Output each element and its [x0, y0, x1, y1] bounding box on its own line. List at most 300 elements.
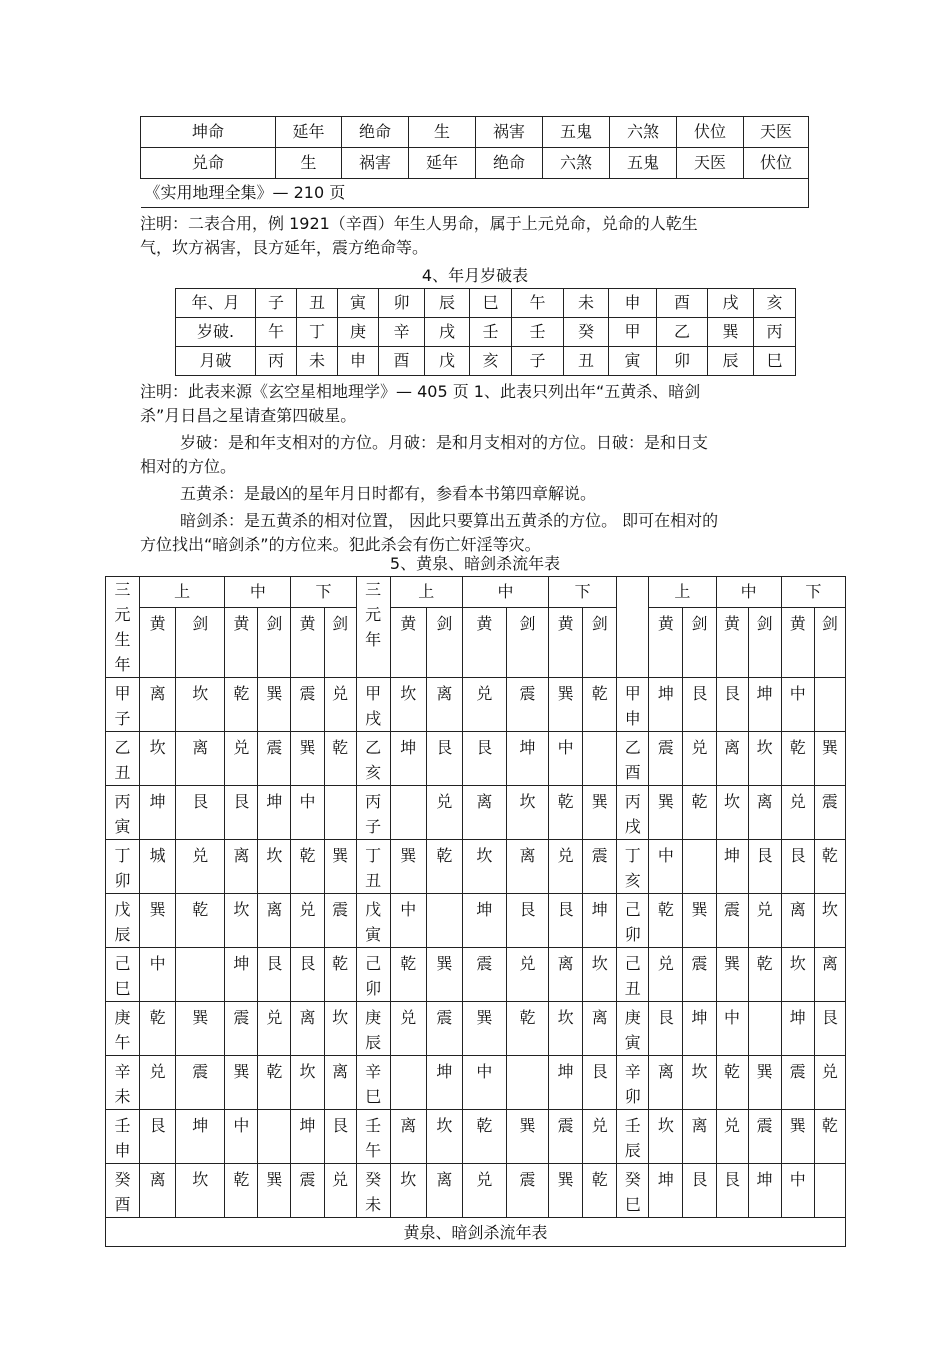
direction-cell: 坎 — [390, 678, 426, 732]
direction-cell — [390, 786, 426, 840]
header-cell: 子 — [256, 289, 297, 318]
group-header: 下 — [549, 577, 617, 608]
direction-cell: 乾 — [814, 840, 845, 894]
direction-cell: 艮 — [291, 948, 324, 1002]
table-cell: 庚 — [338, 318, 379, 347]
table-cell: 伏位 — [744, 148, 809, 179]
direction-cell: 震 — [716, 894, 748, 948]
direction-cell: 艮 — [683, 678, 716, 732]
para-line-1: 注明：此表来源《玄空星相地理学》— 405 页 1、此表只列出年“五黄杀、暗剑 — [140, 382, 701, 401]
year-char: 癸 — [624, 1170, 641, 1189]
direction-cell: 艮 — [549, 894, 583, 948]
direction-cell — [506, 1056, 548, 1110]
direction-cell: 兑 — [225, 732, 258, 786]
year-char: 庚 — [365, 1008, 382, 1027]
year-char: 己 — [365, 954, 382, 973]
direction-cell — [176, 948, 225, 1002]
direction-cell: 震 — [583, 840, 617, 894]
table-cell: 天医 — [744, 117, 809, 148]
direction-cell: 坤 — [426, 1056, 462, 1110]
table-cell: 辰 — [708, 347, 754, 376]
direction-cell: 离 — [140, 1164, 176, 1218]
direction-cell: 震 — [649, 732, 683, 786]
year-char: 己 — [114, 954, 131, 973]
table-cell: 申 — [338, 347, 379, 376]
header-cell: 丑 — [297, 289, 338, 318]
year-char: 卯 — [365, 979, 382, 998]
table-cell: 天医 — [677, 148, 744, 179]
ming-label-cell: 坤命 — [141, 117, 276, 148]
direction-cell: 巽 — [549, 678, 583, 732]
direction-cell: 巽 — [258, 678, 291, 732]
header-cell: 午 — [512, 289, 564, 318]
label-char: 生 — [114, 630, 131, 649]
year-cell — [106, 894, 140, 948]
direction-cell: 兑 — [176, 840, 225, 894]
year-cell — [356, 1002, 390, 1056]
year-cell — [106, 786, 140, 840]
table-cell: 壬 — [512, 318, 564, 347]
direction-cell: 兑 — [291, 894, 324, 948]
section-4-title: 4、年月岁破表 — [421, 266, 529, 285]
table-cell: 壬 — [470, 318, 512, 347]
direction-cell: 艮 — [683, 1164, 716, 1218]
direction-cell: 坤 — [225, 948, 258, 1002]
year-cell — [617, 732, 649, 786]
year-char: 癸 — [365, 1170, 382, 1189]
header-cell: 酉 — [657, 289, 708, 318]
yuan-label-3-empty — [617, 577, 649, 678]
table-cell: 丑 — [564, 347, 609, 376]
table-cell: 六煞 — [543, 148, 610, 179]
year-char: 丙 — [114, 792, 131, 811]
huang-header: 黄 — [716, 607, 748, 677]
direction-cell: 乾 — [324, 948, 356, 1002]
year-char: 辛 — [114, 1062, 131, 1081]
direction-cell: 坎 — [462, 840, 506, 894]
year-char: 甲 — [365, 684, 382, 703]
label-char: 元 — [365, 605, 382, 624]
direction-cell: 乾 — [324, 732, 356, 786]
direction-cell: 离 — [748, 786, 781, 840]
para-line-2: 杀”月日昌之星请查第四破星。 — [140, 406, 357, 425]
yuan-label-1 — [106, 577, 140, 678]
direction-cell: 兑 — [583, 1110, 617, 1164]
row-label-cell: 岁破. — [176, 318, 256, 347]
direction-cell: 震 — [176, 1056, 225, 1110]
table-cell: 绝命 — [342, 117, 409, 148]
jian-header: 剑 — [506, 607, 548, 677]
label-char: 三 — [365, 580, 382, 599]
direction-cell: 坎 — [781, 948, 814, 1002]
direction-cell: 乾 — [426, 840, 462, 894]
year-char: 庚 — [624, 1008, 641, 1027]
direction-cell: 巽 — [781, 1110, 814, 1164]
year-char: 己 — [624, 900, 641, 919]
table-row — [106, 1056, 846, 1110]
header-cell: 未 — [564, 289, 609, 318]
table-row — [106, 840, 846, 894]
direction-cell: 坤 — [748, 678, 781, 732]
direction-cell: 乾 — [583, 1164, 617, 1218]
jian-header: 剑 — [324, 607, 356, 677]
ming-gua-table — [140, 116, 809, 208]
group-header: 下 — [291, 577, 356, 608]
year-char: 子 — [365, 817, 382, 836]
direction-cell: 离 — [683, 1110, 716, 1164]
table-cell: 辛 — [379, 318, 425, 347]
direction-cell: 离 — [814, 948, 845, 1002]
direction-cell: 坎 — [390, 1164, 426, 1218]
direction-cell: 坎 — [748, 732, 781, 786]
year-char: 丑 — [624, 979, 641, 998]
direction-cell: 离 — [258, 894, 291, 948]
direction-cell: 离 — [649, 1056, 683, 1110]
direction-cell: 乾 — [390, 948, 426, 1002]
direction-cell: 离 — [176, 732, 225, 786]
para-line-4: 相对的方位。 — [140, 457, 237, 476]
year-char: 巳 — [365, 1087, 382, 1106]
direction-cell: 坎 — [426, 1110, 462, 1164]
table-row — [176, 347, 796, 376]
direction-cell: 中 — [549, 732, 583, 786]
year-cell — [356, 1164, 390, 1218]
table-cell: 巳 — [754, 347, 796, 376]
section-5-title: 5、黄泉、暗剑杀流年表 — [389, 554, 561, 573]
table-cell: 丙 — [256, 347, 297, 376]
direction-cell: 乾 — [291, 840, 324, 894]
direction-cell: 艮 — [462, 732, 506, 786]
direction-cell: 离 — [583, 1002, 617, 1056]
year-char: 壬 — [365, 1116, 382, 1135]
year-char: 乙 — [624, 738, 641, 757]
direction-cell: 坤 — [390, 732, 426, 786]
direction-cell: 乾 — [225, 1164, 258, 1218]
year-cell — [106, 1164, 140, 1218]
direction-cell: 乾 — [781, 732, 814, 786]
direction-cell: 巽 — [225, 1056, 258, 1110]
table-row — [141, 117, 809, 148]
jian-header: 剑 — [258, 607, 291, 677]
table-cell: 伏位 — [677, 117, 744, 148]
direction-cell: 乾 — [140, 1002, 176, 1056]
direction-cell: 震 — [291, 1164, 324, 1218]
jian-header: 剑 — [583, 607, 617, 677]
direction-cell: 兑 — [781, 786, 814, 840]
sui-po-table — [175, 288, 796, 376]
header-row — [106, 577, 846, 608]
year-cell — [617, 840, 649, 894]
direction-cell: 艮 — [716, 678, 748, 732]
year-char: 乙 — [365, 738, 382, 757]
year-cell — [617, 1110, 649, 1164]
direction-cell: 兑 — [426, 786, 462, 840]
table-cell: 丙 — [754, 318, 796, 347]
direction-cell: 巽 — [462, 1002, 506, 1056]
direction-cell: 巽 — [683, 894, 716, 948]
direction-cell: 艮 — [225, 786, 258, 840]
year-char: 辰 — [624, 1141, 641, 1160]
year-char: 卯 — [114, 871, 131, 890]
direction-cell: 兑 — [716, 1110, 748, 1164]
source-citation: 《实用地理全集》— 210 页 — [141, 179, 809, 208]
direction-cell: 坤 — [462, 894, 506, 948]
year-cell — [356, 894, 390, 948]
label-char: 年 — [114, 655, 131, 674]
label-char: 元 — [114, 605, 131, 624]
direction-cell: 震 — [462, 948, 506, 1002]
header-cell: 辰 — [425, 289, 470, 318]
year-cell — [617, 786, 649, 840]
year-char: 午 — [365, 1141, 382, 1160]
year-cell — [356, 786, 390, 840]
year-cell — [617, 894, 649, 948]
para-line-7: 方位找出“暗剑杀”的方位来。犯此杀会有伤亡奸淫等灾。 — [140, 535, 541, 554]
table-row — [106, 894, 846, 948]
direction-cell: 中 — [291, 786, 324, 840]
huang-header: 黄 — [649, 607, 683, 677]
group-header: 中 — [225, 577, 291, 608]
year-char: 甲 — [114, 684, 131, 703]
direction-cell: 离 — [426, 1164, 462, 1218]
direction-cell: 艮 — [814, 1002, 845, 1056]
jian-header: 剑 — [748, 607, 781, 677]
direction-cell: 乾 — [716, 1056, 748, 1110]
year-char: 午 — [114, 1033, 131, 1052]
direction-cell: 乾 — [506, 1002, 548, 1056]
huang-header: 黄 — [225, 607, 258, 677]
direction-cell: 坎 — [649, 1110, 683, 1164]
year-char: 己 — [624, 954, 641, 973]
table-cell: 午 — [256, 318, 297, 347]
year-char: 戌 — [365, 709, 382, 728]
direction-cell: 艮 — [506, 894, 548, 948]
header-cell: 亥 — [754, 289, 796, 318]
direction-cell: 艮 — [649, 1002, 683, 1056]
year-char: 癸 — [114, 1170, 131, 1189]
direction-cell: 兑 — [324, 678, 356, 732]
table-cell: 未 — [297, 347, 338, 376]
header-cell: 寅 — [338, 289, 379, 318]
direction-cell: 震 — [781, 1056, 814, 1110]
direction-cell: 中 — [716, 1002, 748, 1056]
direction-cell: 兑 — [649, 948, 683, 1002]
direction-cell: 兑 — [549, 840, 583, 894]
direction-cell: 坤 — [140, 786, 176, 840]
row-label-cell: 月破 — [176, 347, 256, 376]
direction-cell: 巽 — [583, 786, 617, 840]
year-char: 辰 — [114, 925, 131, 944]
year-char: 辛 — [365, 1062, 382, 1081]
table-row — [106, 786, 846, 840]
year-cell — [356, 1056, 390, 1110]
direction-cell — [814, 1164, 845, 1218]
table-row — [106, 948, 846, 1002]
header-cell: 申 — [609, 289, 657, 318]
year-char: 丁 — [624, 846, 641, 865]
direction-cell: 坎 — [549, 1002, 583, 1056]
year-char: 乙 — [114, 738, 131, 757]
group-header: 上 — [649, 577, 716, 608]
direction-cell: 巽 — [390, 840, 426, 894]
direction-cell: 坤 — [506, 732, 548, 786]
direction-cell: 中 — [781, 678, 814, 732]
huang-header: 黄 — [390, 607, 426, 677]
yuan-label-2 — [356, 577, 390, 678]
table-cell: 子 — [512, 347, 564, 376]
direction-cell: 中 — [781, 1164, 814, 1218]
year-cell — [617, 678, 649, 732]
table-cell: 癸 — [564, 318, 609, 347]
footer-row — [106, 1218, 846, 1247]
direction-cell: 坤 — [549, 1056, 583, 1110]
year-cell — [356, 840, 390, 894]
year-cell — [106, 678, 140, 732]
jian-header: 剑 — [814, 607, 845, 677]
table-row — [106, 1002, 846, 1056]
direction-cell: 兑 — [462, 1164, 506, 1218]
jian-header: 剑 — [683, 607, 716, 677]
direction-cell: 兑 — [324, 1164, 356, 1218]
direction-cell: 离 — [549, 948, 583, 1002]
table-cell: 六煞 — [610, 117, 677, 148]
year-char: 壬 — [624, 1116, 641, 1135]
table-cell: 卯 — [657, 347, 708, 376]
direction-cell: 兑 — [814, 1056, 845, 1110]
year-char: 酉 — [624, 763, 641, 782]
direction-cell: 巽 — [549, 1164, 583, 1218]
direction-cell: 兑 — [140, 1056, 176, 1110]
year-char: 巳 — [114, 979, 131, 998]
direction-cell: 巽 — [140, 894, 176, 948]
direction-cell — [748, 1002, 781, 1056]
direction-cell: 艮 — [176, 786, 225, 840]
table-cell: 戊 — [425, 347, 470, 376]
direction-cell: 巽 — [258, 1164, 291, 1218]
table-cell: 绝命 — [476, 148, 543, 179]
direction-cell: 震 — [291, 678, 324, 732]
year-char: 甲 — [624, 684, 641, 703]
huang-header: 黄 — [549, 607, 583, 677]
direction-cell: 乾 — [583, 678, 617, 732]
direction-cell: 离 — [426, 678, 462, 732]
year-char: 丁 — [114, 846, 131, 865]
direction-cell: 坎 — [225, 894, 258, 948]
year-char: 酉 — [114, 1195, 131, 1214]
year-char: 亥 — [365, 763, 382, 782]
header-cell: 戌 — [708, 289, 754, 318]
direction-cell: 中 — [140, 948, 176, 1002]
group-header: 下 — [781, 577, 845, 608]
year-char: 亥 — [624, 871, 641, 890]
note-1-line-1: 注明：二表合用，例 1921（辛酉）年生人男命，属于上元兑命，兑命的人乾生 — [140, 214, 698, 233]
direction-cell: 兑 — [506, 948, 548, 1002]
direction-cell: 艮 — [583, 1056, 617, 1110]
table-cell: 生 — [276, 148, 342, 179]
direction-cell: 坎 — [176, 1164, 225, 1218]
direction-cell: 巽 — [426, 948, 462, 1002]
year-cell — [617, 1002, 649, 1056]
direction-cell: 离 — [291, 1002, 324, 1056]
year-char: 未 — [114, 1087, 131, 1106]
table-cell: 乙 — [657, 318, 708, 347]
direction-cell: 离 — [462, 786, 506, 840]
direction-cell: 乾 — [683, 786, 716, 840]
direction-cell: 乾 — [462, 1110, 506, 1164]
direction-cell: 坎 — [683, 1056, 716, 1110]
year-char: 庚 — [114, 1008, 131, 1027]
year-char: 辰 — [365, 1033, 382, 1052]
direction-cell: 艮 — [781, 840, 814, 894]
subheader-row — [106, 607, 846, 677]
direction-cell: 坤 — [649, 678, 683, 732]
direction-cell: 离 — [324, 1056, 356, 1110]
direction-cell: 坎 — [583, 948, 617, 1002]
year-cell — [356, 948, 390, 1002]
year-cell — [106, 1056, 140, 1110]
direction-cell: 城 — [140, 840, 176, 894]
direction-cell: 坤 — [683, 1002, 716, 1056]
direction-cell: 震 — [426, 1002, 462, 1056]
year-char: 丙 — [365, 792, 382, 811]
direction-cell: 巽 — [814, 732, 845, 786]
direction-cell: 震 — [748, 1110, 781, 1164]
ming-label-cell: 兑命 — [141, 148, 276, 179]
table-cell: 祸害 — [342, 148, 409, 179]
direction-cell — [324, 786, 356, 840]
direction-cell: 坤 — [583, 894, 617, 948]
direction-cell: 巽 — [176, 1002, 225, 1056]
direction-cell: 离 — [140, 678, 176, 732]
direction-cell — [683, 840, 716, 894]
direction-cell: 艮 — [748, 840, 781, 894]
direction-cell: 震 — [324, 894, 356, 948]
year-char: 丙 — [624, 792, 641, 811]
huang-header: 黄 — [140, 607, 176, 677]
direction-cell: 震 — [814, 786, 845, 840]
table-cell: 延年 — [276, 117, 342, 148]
table-row — [176, 318, 796, 347]
direction-cell: 巽 — [649, 786, 683, 840]
year-char: 卯 — [624, 1087, 641, 1106]
header-row — [176, 289, 796, 318]
year-char: 子 — [114, 709, 131, 728]
direction-cell: 坤 — [748, 1164, 781, 1218]
direction-cell: 兑 — [748, 894, 781, 948]
direction-cell — [426, 894, 462, 948]
direction-cell: 巽 — [291, 732, 324, 786]
direction-cell: 艮 — [426, 732, 462, 786]
label-char: 年 — [365, 630, 382, 649]
year-cell — [617, 1056, 649, 1110]
year-cell — [617, 1164, 649, 1218]
direction-cell: 坎 — [258, 840, 291, 894]
year-char: 戊 — [114, 900, 131, 919]
note-1-line-2: 气，坎方祸害，艮方延年，震方绝命等。 — [140, 238, 429, 257]
table-row — [106, 732, 846, 786]
year-char: 戊 — [365, 900, 382, 919]
direction-cell: 兑 — [258, 1002, 291, 1056]
year-cell — [106, 948, 140, 1002]
direction-cell: 巽 — [324, 840, 356, 894]
direction-cell: 震 — [506, 1164, 548, 1218]
direction-cell — [814, 678, 845, 732]
direction-cell: 坎 — [140, 732, 176, 786]
group-header: 中 — [716, 577, 781, 608]
year-char: 申 — [624, 709, 641, 728]
huang-header: 黄 — [462, 607, 506, 677]
direction-cell: 离 — [506, 840, 548, 894]
